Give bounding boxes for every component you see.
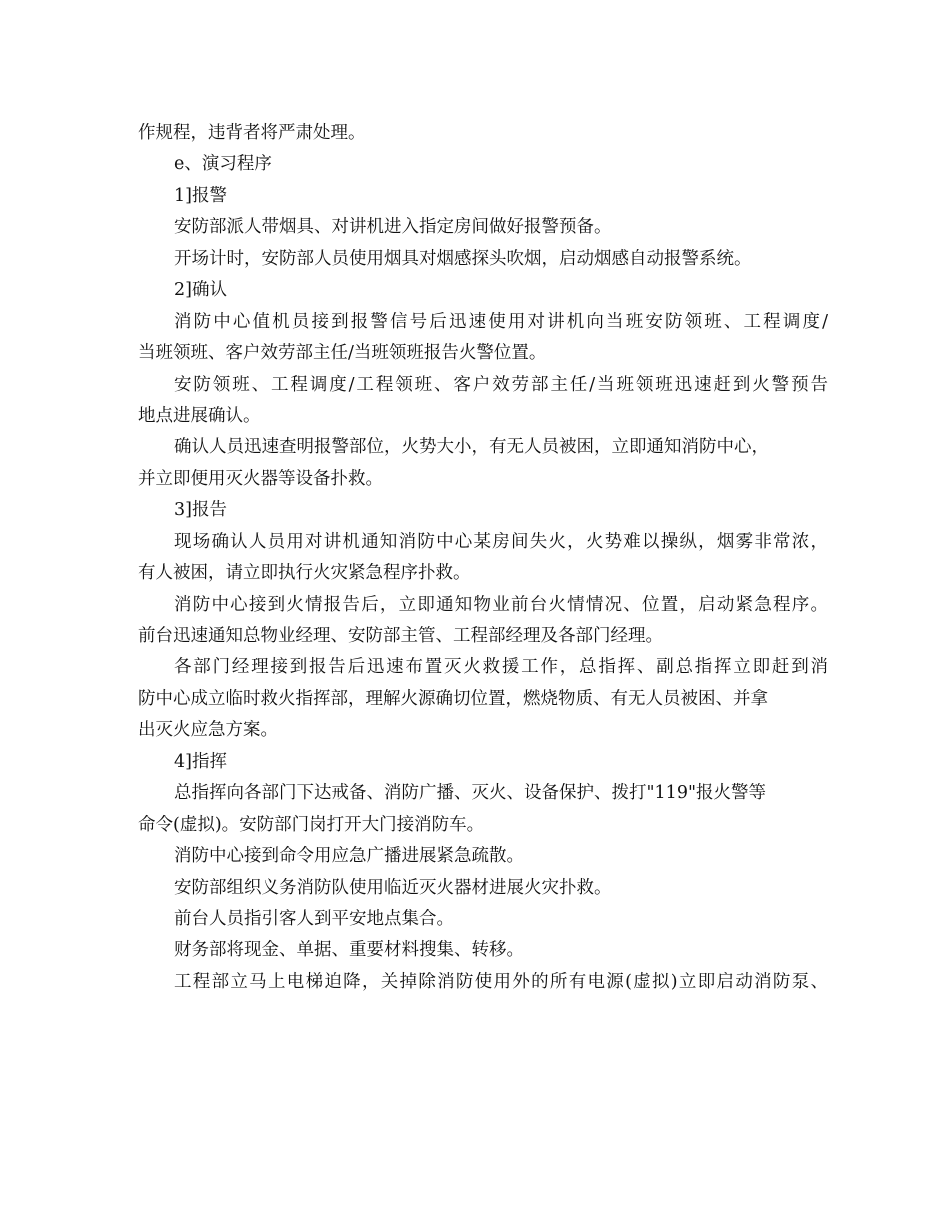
text-line: 财务部将现金、单据、重要材料搜集、转移。 (174, 940, 524, 961)
step-heading: 1]报警 (174, 185, 227, 206)
text-line: 总指挥向各部门下达戒备、消防广播、灭火、设备保护、拨打"119"报火警等 (174, 783, 766, 804)
text-line: 开场计时，安防部人员使用烟具对烟感探头吹烟，启动烟感自动报警系统。 (174, 248, 752, 269)
document-body (138, 118, 828, 998)
text-line: 消防中心接到火情报告后，立即通知物业前台火情情况、位置，启动紧急程序。 (174, 594, 828, 615)
text-line: 工程部立马上电梯迫降，关掉除消防使用外的所有电源(虚拟)立即启动消防泵、 (174, 971, 828, 992)
step-heading: 3]报告 (174, 500, 227, 521)
text-line: 并立即便用灭火器等设备扑救。 (138, 468, 383, 489)
text-line: 现场确认人员用对讲机通知消防中心某房间失火，火势难以操纵，烟雾非常浓， (174, 531, 828, 552)
text-line: 前台迅速通知总物业经理、安防部主管、工程部经理及各部门经理。 (138, 626, 663, 646)
text-line: 作规程，违背者将严肃处理。 (138, 123, 366, 143)
step-heading: 2]确认 (174, 280, 227, 301)
text-line: 消防中心值机员接到报警信号后迅速使用对讲机向当班安防领班、工程调度/ (174, 311, 828, 332)
text-line: 安防领班、工程调度/工程领班、客户效劳部主任/当班领班迅速赶到火警预告 (174, 374, 828, 395)
text-line: 有人被困，请立即执行火灾紧急程序扑救。 (138, 563, 471, 584)
section-heading: e、演习程序 (174, 154, 272, 175)
text-line: 各部门经理接到报告后迅速布置灭火救援工作，总指挥、副总指挥立即赶到消 (174, 657, 828, 678)
text-line: 防中心成立临时救火指挥部，理解火源确切位置，燃烧物质、有无人员被困、并拿 (138, 688, 768, 709)
text-line: 地点进展确认。 (138, 405, 261, 426)
text-line: 消防中心接到命令用应急广播进展紧急疏散。 (174, 846, 524, 867)
text-line: 当班领班、客户效劳部主任/当班领班报告火警位置。 (138, 343, 547, 364)
text-line: 前台人员指引客人到平安地点集合。 (174, 908, 454, 929)
step-heading: 4]指挥 (174, 751, 227, 772)
text-line: 命令(虚拟)。安防部门岗打开大门接消防车。 (138, 814, 485, 835)
text-line: 安防部组织义务消防队使用临近灭火器材进展火灾扑救。 (174, 877, 612, 898)
text-line: 确认人员迅速查明报警部位，火势大小，有无人员被困，立即通知消防中心， (174, 437, 769, 458)
text-line: 出灭火应急方案。 (138, 720, 278, 741)
text-line: 安防部派人带烟具、对讲机进入指定房间做好报警预备。 (174, 217, 612, 238)
